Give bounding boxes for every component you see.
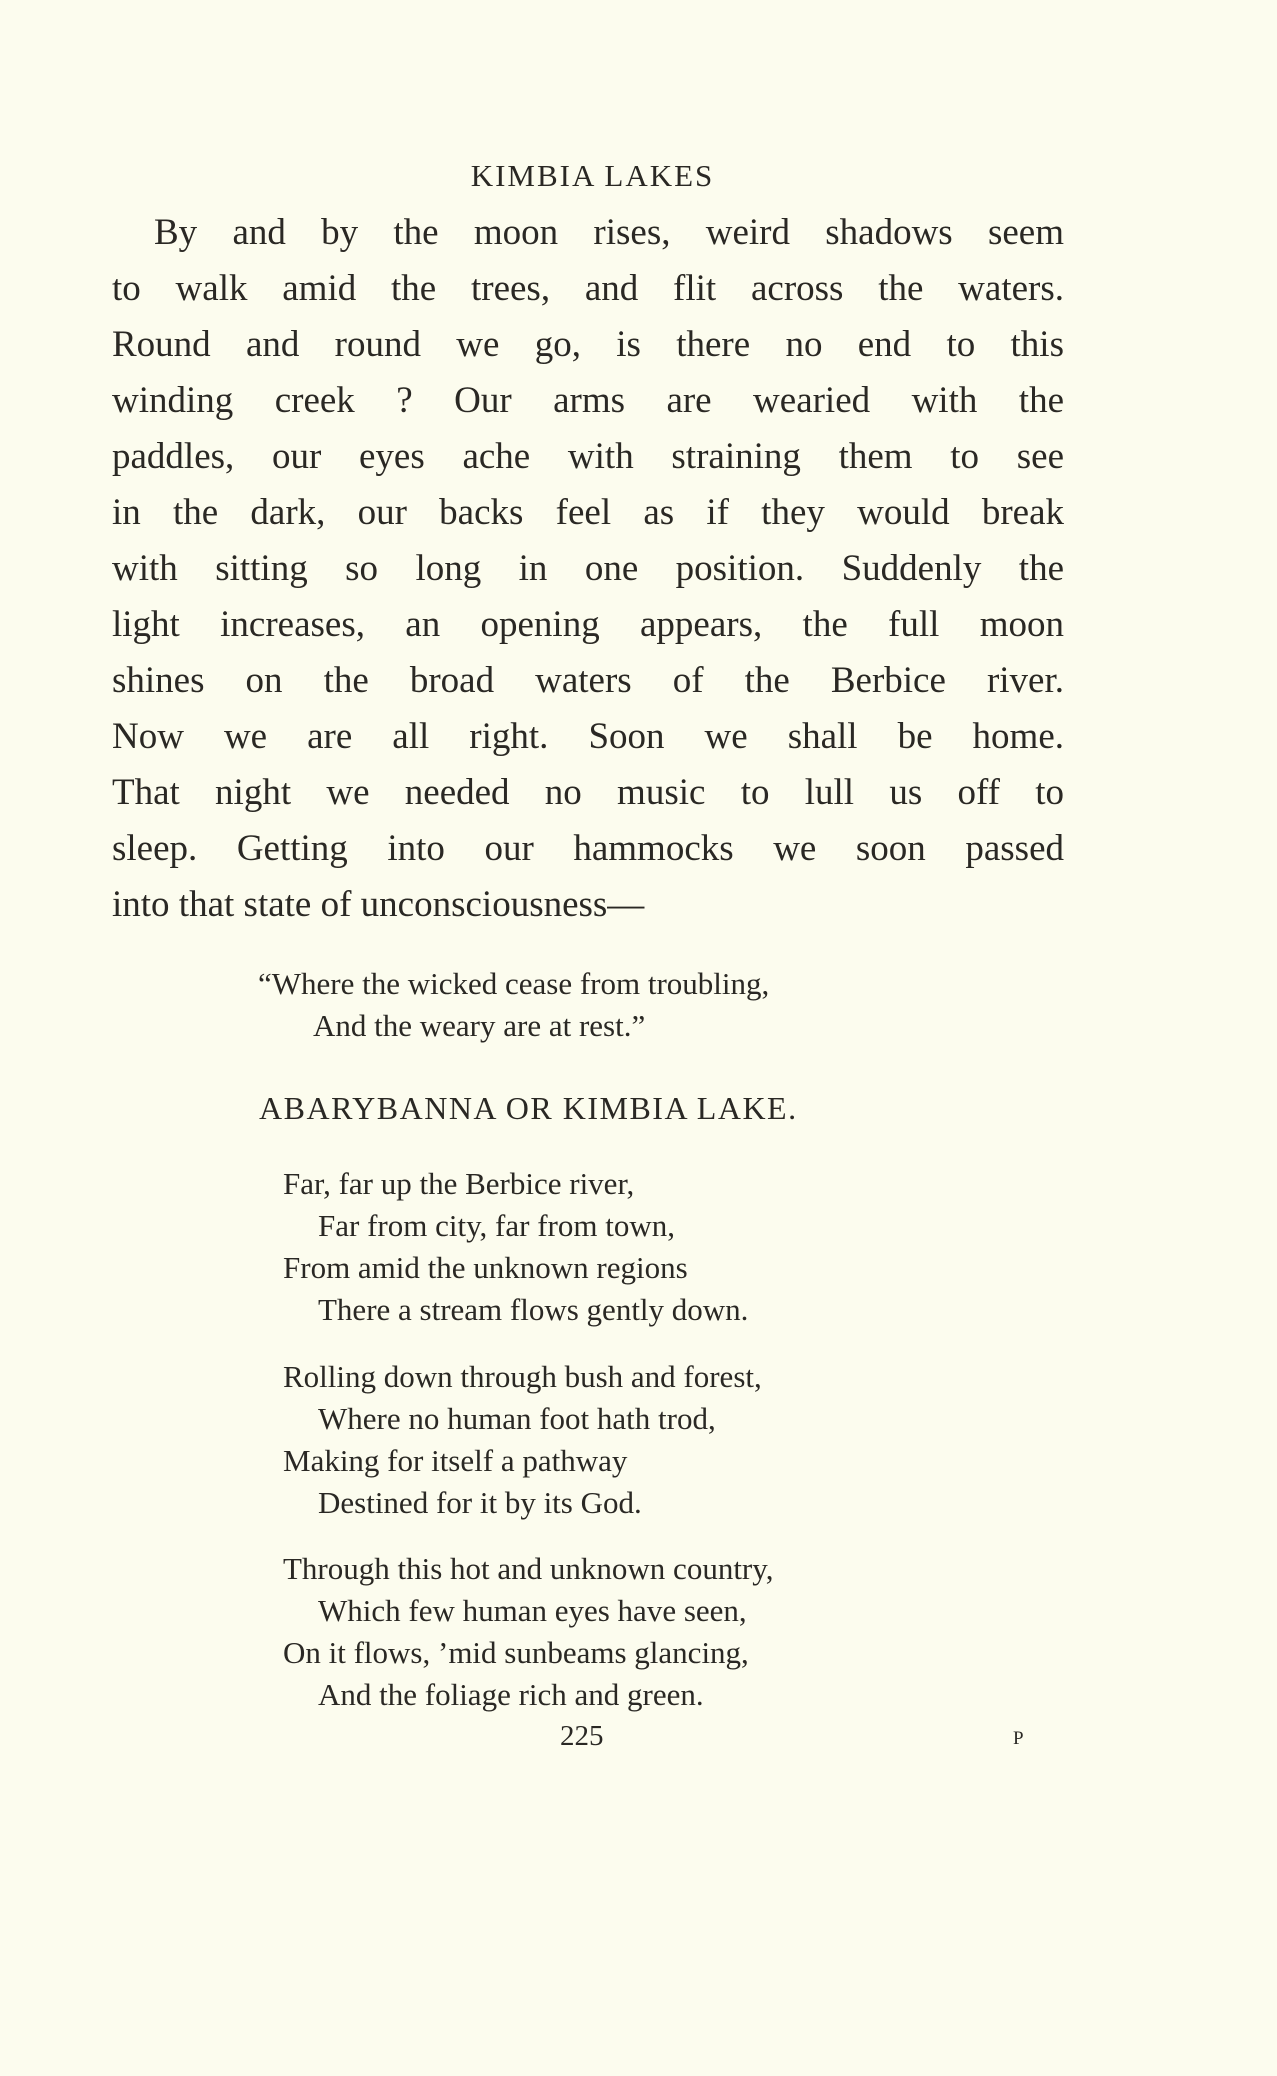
stanza-line: Where no human foot hath trod,	[318, 1401, 716, 1436]
body-paragraph	[112, 205, 1064, 933]
poem-title: ABARYBANNA OR KIMBIA LAKE.	[259, 1090, 798, 1126]
paragraph-line: winding creek ? Our arms are wearied with the	[112, 380, 1064, 421]
running-head: KIMBIA LAKES	[470, 158, 715, 193]
stanza-line: Making for itself a pathway	[283, 1443, 628, 1478]
paragraph-line: to walk amid the trees, and flit across the waters.	[112, 268, 1064, 309]
poem-stanza	[283, 1356, 762, 1524]
stanza-line: On it flows, ’mid sunbeams glancing,	[283, 1635, 749, 1670]
page-number: 225	[560, 1720, 604, 1752]
paragraph-line: into that state of unconsciousness—	[112, 884, 645, 925]
stanza-line: Which few human eyes have seen,	[318, 1593, 747, 1628]
poem-stanza	[283, 1548, 774, 1716]
stanza-line: Rolling down through bush and forest,	[283, 1359, 762, 1394]
stanza-line: Far, far up the Berbice river,	[283, 1166, 635, 1201]
paragraph-line: Now we are all right. Soon we shall be home.	[112, 716, 1064, 757]
paragraph-line: By and by the moon rises, weird shadows seem	[154, 212, 1064, 253]
quote-line: And the weary are at rest.”	[313, 1008, 646, 1043]
signature-mark: P	[1013, 1728, 1024, 1749]
stanza-line: From amid the unknown regions	[283, 1250, 688, 1285]
paragraph-line: in the dark, our backs feel as if they would break	[112, 492, 1064, 533]
poem-stanza	[283, 1163, 748, 1331]
stanza-line: There a stream flows gently down.	[318, 1292, 749, 1327]
paragraph-line: paddles, our eyes ache with straining them to see	[112, 436, 1064, 477]
paragraph-line: Round and round we go, is there no end to this	[112, 324, 1064, 365]
paragraph-line: That night we needed no music to lull us off to	[112, 772, 1064, 813]
paragraph-line: with sitting so long in one position. Suddenly the	[112, 548, 1064, 589]
stanza-line: Far from city, far from town,	[318, 1208, 675, 1243]
stanza-line: And the foliage rich and green.	[318, 1677, 704, 1712]
quote-line: “Where the wicked cease from troubling,	[258, 966, 770, 1001]
paragraph-line: shines on the broad waters of the Berbice river.	[112, 660, 1064, 701]
paragraph-line: light increases, an opening appears, the full moon	[112, 604, 1064, 645]
paragraph-line: sleep. Getting into our hammocks we soon passed	[112, 828, 1064, 869]
block-quote	[258, 963, 769, 1047]
stanza-line: Through this hot and unknown country,	[283, 1551, 774, 1586]
stanza-line: Destined for it by its God.	[318, 1485, 642, 1520]
